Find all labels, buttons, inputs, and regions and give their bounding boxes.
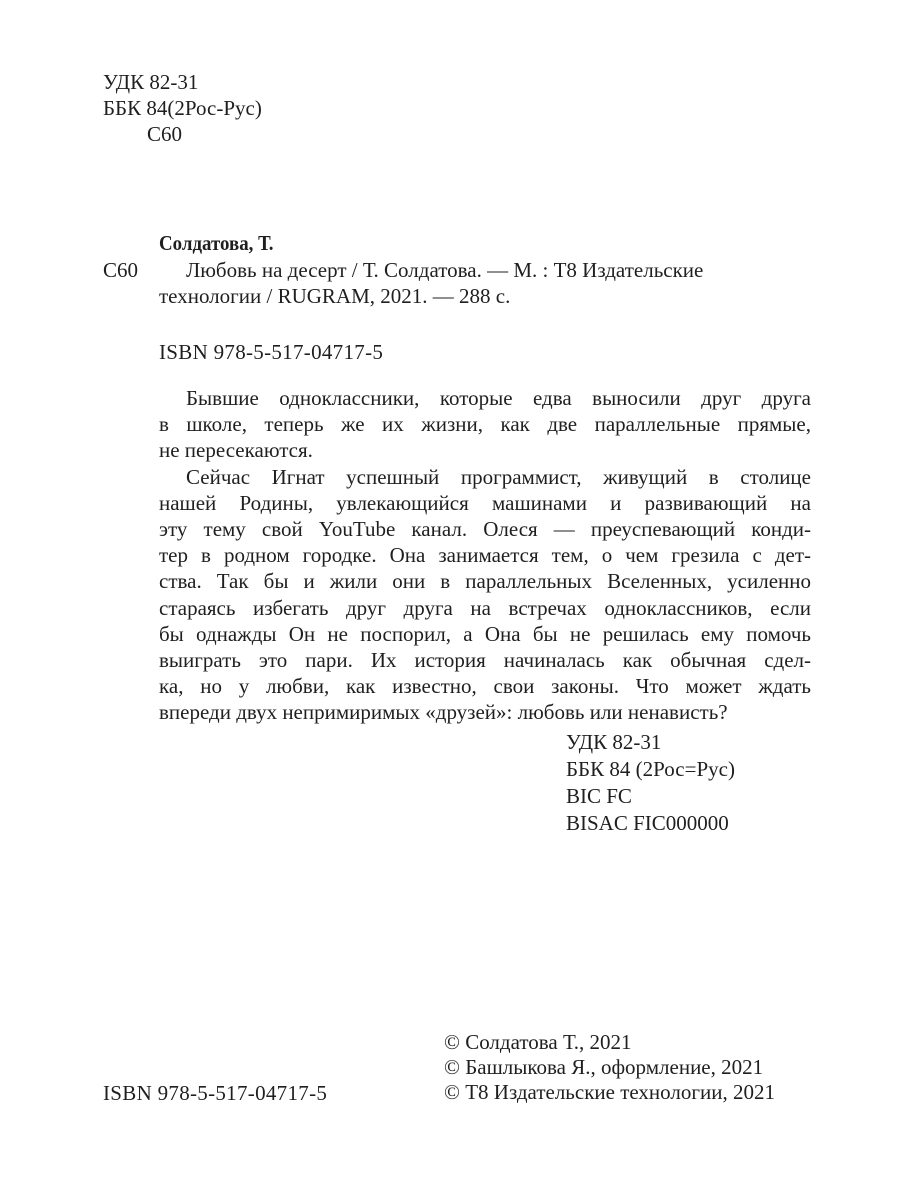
bic-code: BIC FC xyxy=(566,784,632,808)
bbk-code: ББК 84(2Рос-Рус) xyxy=(103,96,262,120)
isbn-bottom: ISBN 978-5-517-04717-5 xyxy=(103,1081,328,1105)
biblio-line: Любовь на десерт / Т. Солдатова. — М. : Т8 Издательские xyxy=(186,258,704,282)
copyright-line: © Т8 Издательские технологии, 2021 xyxy=(444,1080,775,1104)
top-classification-block xyxy=(103,70,262,148)
isbn-record: ISBN 978-5-517-04717-5 xyxy=(159,340,384,364)
annotation-line: не пересекаются. xyxy=(159,438,313,463)
annotation-line: бы однажды Он не поспорил, а Она бы не решилась ему помочь xyxy=(159,621,811,646)
annotation-line: ка, но у любви, как известно, свои законы. Что может ждать xyxy=(159,674,811,699)
annotation-line: Бывшие одноклассники, которые едва выносили друг друга xyxy=(186,386,811,410)
annotation-line: нашей Родины, увлекающийся машинами и развивающий на xyxy=(159,490,811,515)
copyright-line: © Башлыкова Я., оформление, 2021 xyxy=(444,1055,764,1079)
copyright-line: © Солдатова Т., 2021 xyxy=(444,1030,632,1054)
right-classification-block xyxy=(566,730,735,838)
copyright-block xyxy=(444,1030,775,1105)
bbk-code: ББК 84 (2Рос=Рус) xyxy=(566,757,735,781)
author-mark: С60 xyxy=(147,122,183,146)
annotation-line: ства. Так бы и жили они в параллельных Вселенных, усиленно xyxy=(159,569,811,594)
udk-code: УДК 82-31 xyxy=(103,70,199,94)
annotation-line: впереди двух непримиримых «друзей»: любовь или ненависть? xyxy=(159,700,728,725)
annotation xyxy=(159,386,811,726)
author-mark-side: С60 xyxy=(103,258,139,282)
udk-code: УДК 82-31 xyxy=(566,730,662,754)
annotation-line: в школе, теперь же их жизни, как две параллельные прямые, xyxy=(159,412,811,437)
annotation-line: выиграть это пари. Их история начиналась как обычная сдел- xyxy=(159,647,811,672)
bibliographic-description xyxy=(159,258,809,310)
annotation-line: тер в родном городке. Она занимается тем, о чем грезила с дет- xyxy=(159,543,811,568)
bisac-code: BISAC FIC000000 xyxy=(566,811,729,835)
annotation-line: Сейчас Игнат успешный программист, живущий в столице xyxy=(186,464,811,489)
author-heading: Солдатова, Т. xyxy=(159,231,274,255)
annotation-line: эту тему свой YouTube канал. Олеся — преуспевающий конди- xyxy=(159,516,811,541)
biblio-line: технологии / RUGRAM, 2021. — 288 с. xyxy=(159,284,511,308)
annotation-line: стараясь избегать друг друга на встречах одноклассников, если xyxy=(159,595,811,620)
